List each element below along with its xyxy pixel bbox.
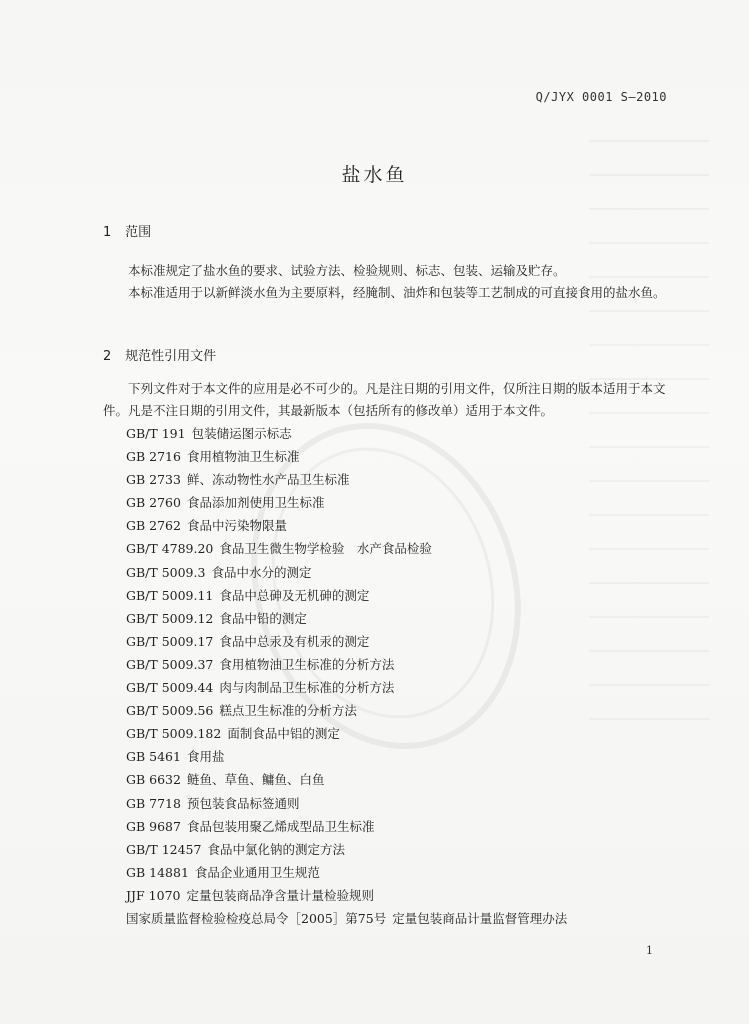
reference-title: 食品包装用聚乙烯成型品卫生标准 <box>186 818 375 834</box>
reference-item <box>126 699 686 722</box>
reference-item <box>126 561 686 584</box>
scope-paragraph: 本标准规定了盐水鱼的要求、试验方法、检验规则、标志、包装、运输及贮存。 <box>128 263 566 278</box>
reference-item <box>126 491 686 514</box>
reference-item <box>126 768 686 791</box>
reference-title: 肉与肉制品卫生标准的分析方法 <box>219 680 395 696</box>
reference-code: GB 6632 <box>126 772 181 788</box>
intro-line: 下列文件对于本文件的应用是必不可少的。凡是注日期的引用文件，仅所注日期的版本适用于本文 <box>128 381 666 396</box>
reference-code: GB/T 191 <box>126 426 186 441</box>
reference-item <box>126 445 686 468</box>
reference-item <box>126 676 686 699</box>
intro-line: 件。凡是不注日期的引用文件，其最新版本（包括所有的修改单）适用于本文件。 <box>103 403 554 418</box>
reference-title: 面制食品中铝的测定 <box>227 726 340 742</box>
reference-code: GB/T 5009.17 <box>126 633 214 649</box>
reference-code: GB/T 4789.20 <box>126 541 214 557</box>
reference-code: GB/T 5009.3 <box>126 564 206 580</box>
reference-code: GB 5461 <box>126 749 181 765</box>
document-title: 盐水鱼 <box>341 164 408 186</box>
reference-item <box>126 907 686 930</box>
reference-title: 食品中铅的测定 <box>219 610 307 626</box>
reference-title: 食品中总砷及无机砷的测定 <box>219 587 370 603</box>
reference-item <box>126 861 686 884</box>
reference-code: 国家质量监督检验检疫总局令［2005］第75号 <box>126 910 387 926</box>
reference-title: 食用植物油卫生标准的分析方法 <box>219 656 395 672</box>
reference-item <box>126 422 686 445</box>
section-title: 规范性引用文件 <box>125 349 217 364</box>
reference-title: 食品添加剂使用卫生标准 <box>186 495 325 511</box>
reference-code: GB 7718 <box>126 795 181 811</box>
section-title: 范围 <box>125 225 152 240</box>
section-number: 1 <box>103 225 112 240</box>
reference-item <box>126 838 686 861</box>
reference-title: 食品卫生微生物学检验 水产食品检验 <box>219 541 432 557</box>
reference-title: 定量包装商品计量监督管理办法 <box>392 910 568 926</box>
reference-code: GB 2733 <box>126 472 181 488</box>
reference-title: 食品企业通用卫生规范 <box>194 864 320 880</box>
reference-item <box>126 584 686 607</box>
reference-item <box>126 537 686 560</box>
reference-item <box>126 630 686 653</box>
reference-title: 食品中污染物限量 <box>186 518 287 534</box>
reference-title: 鲜、冻动物性水产品卫生标准 <box>186 472 350 488</box>
reference-title: 鲢鱼、草鱼、鳙鱼、白鱼 <box>186 772 325 788</box>
page-number: 1 <box>646 944 653 957</box>
reference-code: GB/T 5009.44 <box>126 680 214 696</box>
reference-code: GB 9687 <box>126 818 181 834</box>
reference-item <box>126 722 686 745</box>
reference-code: GB 2762 <box>126 518 181 534</box>
reference-code: JJF 1070 <box>126 887 181 903</box>
reference-code: GB/T 5009.56 <box>126 703 214 719</box>
scope-paragraphs <box>103 260 673 304</box>
reference-item <box>126 745 686 768</box>
reference-item <box>126 607 686 630</box>
reference-item <box>126 468 686 491</box>
reference-code: GB/T 5009.11 <box>126 587 214 603</box>
section-heading-normative-references <box>103 345 216 364</box>
section-number: 2 <box>103 349 112 364</box>
reference-code: GB/T 5009.37 <box>126 656 214 672</box>
reference-code: GB/T 12457 <box>126 841 202 857</box>
standard-code: Q/JYX 0001 S—2010 <box>535 90 667 104</box>
reference-title: 食品中水分的测定 <box>211 564 312 580</box>
reference-code: GB/T 5009.182 <box>126 726 222 742</box>
reference-title: 糕点卫生标准的分析方法 <box>219 703 357 719</box>
reference-title: 定量包装商品净含量计量检验规则 <box>186 887 374 903</box>
reference-title: 食用盐 <box>186 749 225 765</box>
reference-code: GB 2760 <box>126 495 181 511</box>
reference-item <box>126 514 686 537</box>
reference-item <box>126 815 686 838</box>
references-intro <box>103 378 683 422</box>
reference-item <box>126 792 686 815</box>
reference-item <box>126 653 686 676</box>
reference-title: 预包装食品标签通则 <box>186 795 300 811</box>
reference-code: GB/T 5009.12 <box>126 610 214 626</box>
reference-code: GB 2716 <box>126 449 181 465</box>
reference-list <box>126 422 686 930</box>
reference-title: 食品中总汞及有机汞的测定 <box>219 633 370 649</box>
reference-title: 食用植物油卫生标准 <box>186 449 300 465</box>
reference-code: GB 14881 <box>126 864 189 880</box>
reference-title: 包装储运图示标志 <box>191 426 292 441</box>
reference-title: 食品中氯化钠的测定方法 <box>207 841 345 857</box>
scope-paragraph: 本标准适用于以新鲜淡水鱼为主要原料，经腌制、油炸和包装等工艺制成的可直接食用的盐水鱼。 <box>128 285 666 300</box>
section-heading-scope <box>103 221 151 240</box>
reference-item <box>126 884 686 907</box>
